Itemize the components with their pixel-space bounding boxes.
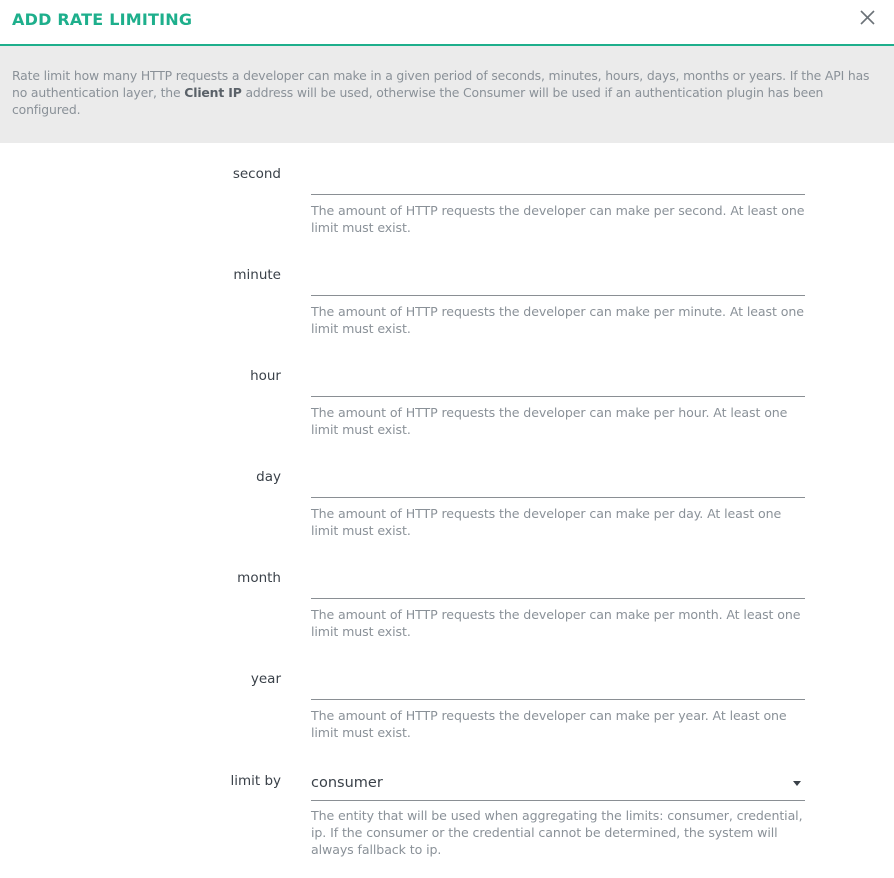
day-label: day	[256, 469, 281, 485]
intro-emphasis: Client IP	[184, 85, 242, 100]
year-label: year	[250, 671, 281, 687]
caret-down-icon	[793, 781, 801, 786]
close-button[interactable]	[858, 8, 878, 28]
intro-text-before: Rate limit how many HTTP requests a developer can make in a given period of seconds, minutes, hours, days, months or years. If the API has no authentication layer, the	[12, 68, 870, 100]
year-help: The amount of HTTP requests the developer can make per year. At least one limit must exist.	[311, 708, 787, 740]
limit-by-label: limit by	[230, 773, 281, 789]
day-input[interactable]	[311, 464, 805, 498]
second-input[interactable]	[311, 161, 805, 195]
limit-by-help: The entity that will be used when aggregating the limits: consumer, credential, ip. If the consumer or the credential cannot be determined, the system will always fallback to ip.	[311, 808, 803, 857]
month-label: month	[237, 570, 281, 586]
field-row-second	[0, 143, 894, 244]
field-row-day	[0, 446, 894, 547]
second-help: The amount of HTTP requests the developer can make per second. At least one limit must exist.	[311, 203, 805, 235]
minute-help: The amount of HTTP requests the developer can make per minute. At least one limit must exist.	[311, 304, 804, 336]
dialog-title: ADD RATE LIMITING	[12, 10, 193, 29]
field-row-minute	[0, 244, 894, 345]
field-row-year	[0, 648, 894, 749]
day-help: The amount of HTTP requests the developer can make per day. At least one limit must exist.	[311, 506, 782, 538]
close-icon	[858, 8, 878, 28]
month-input[interactable]	[311, 565, 805, 599]
field-row-hour	[0, 345, 894, 446]
minute-label: minute	[233, 267, 281, 283]
dialog-header	[0, 0, 894, 46]
intro-description	[0, 46, 894, 143]
intro-text-after: address will be used, otherwise the Consumer will be used if an authentication plugin has been configured.	[12, 85, 824, 117]
year-input[interactable]	[311, 666, 805, 700]
hour-help: The amount of HTTP requests the developer can make per hour. At least one limit must exist.	[311, 405, 788, 437]
month-help: The amount of HTTP requests the developer can make per month. At least one limit must exist.	[311, 607, 801, 639]
limit-by-select[interactable]	[311, 761, 805, 801]
hour-label: hour	[250, 368, 281, 384]
minute-input[interactable]	[311, 262, 805, 296]
second-label: second	[232, 166, 281, 182]
limit-by-selected-value: consumer	[311, 775, 383, 791]
field-row-month	[0, 547, 894, 648]
hour-input[interactable]	[311, 363, 805, 397]
